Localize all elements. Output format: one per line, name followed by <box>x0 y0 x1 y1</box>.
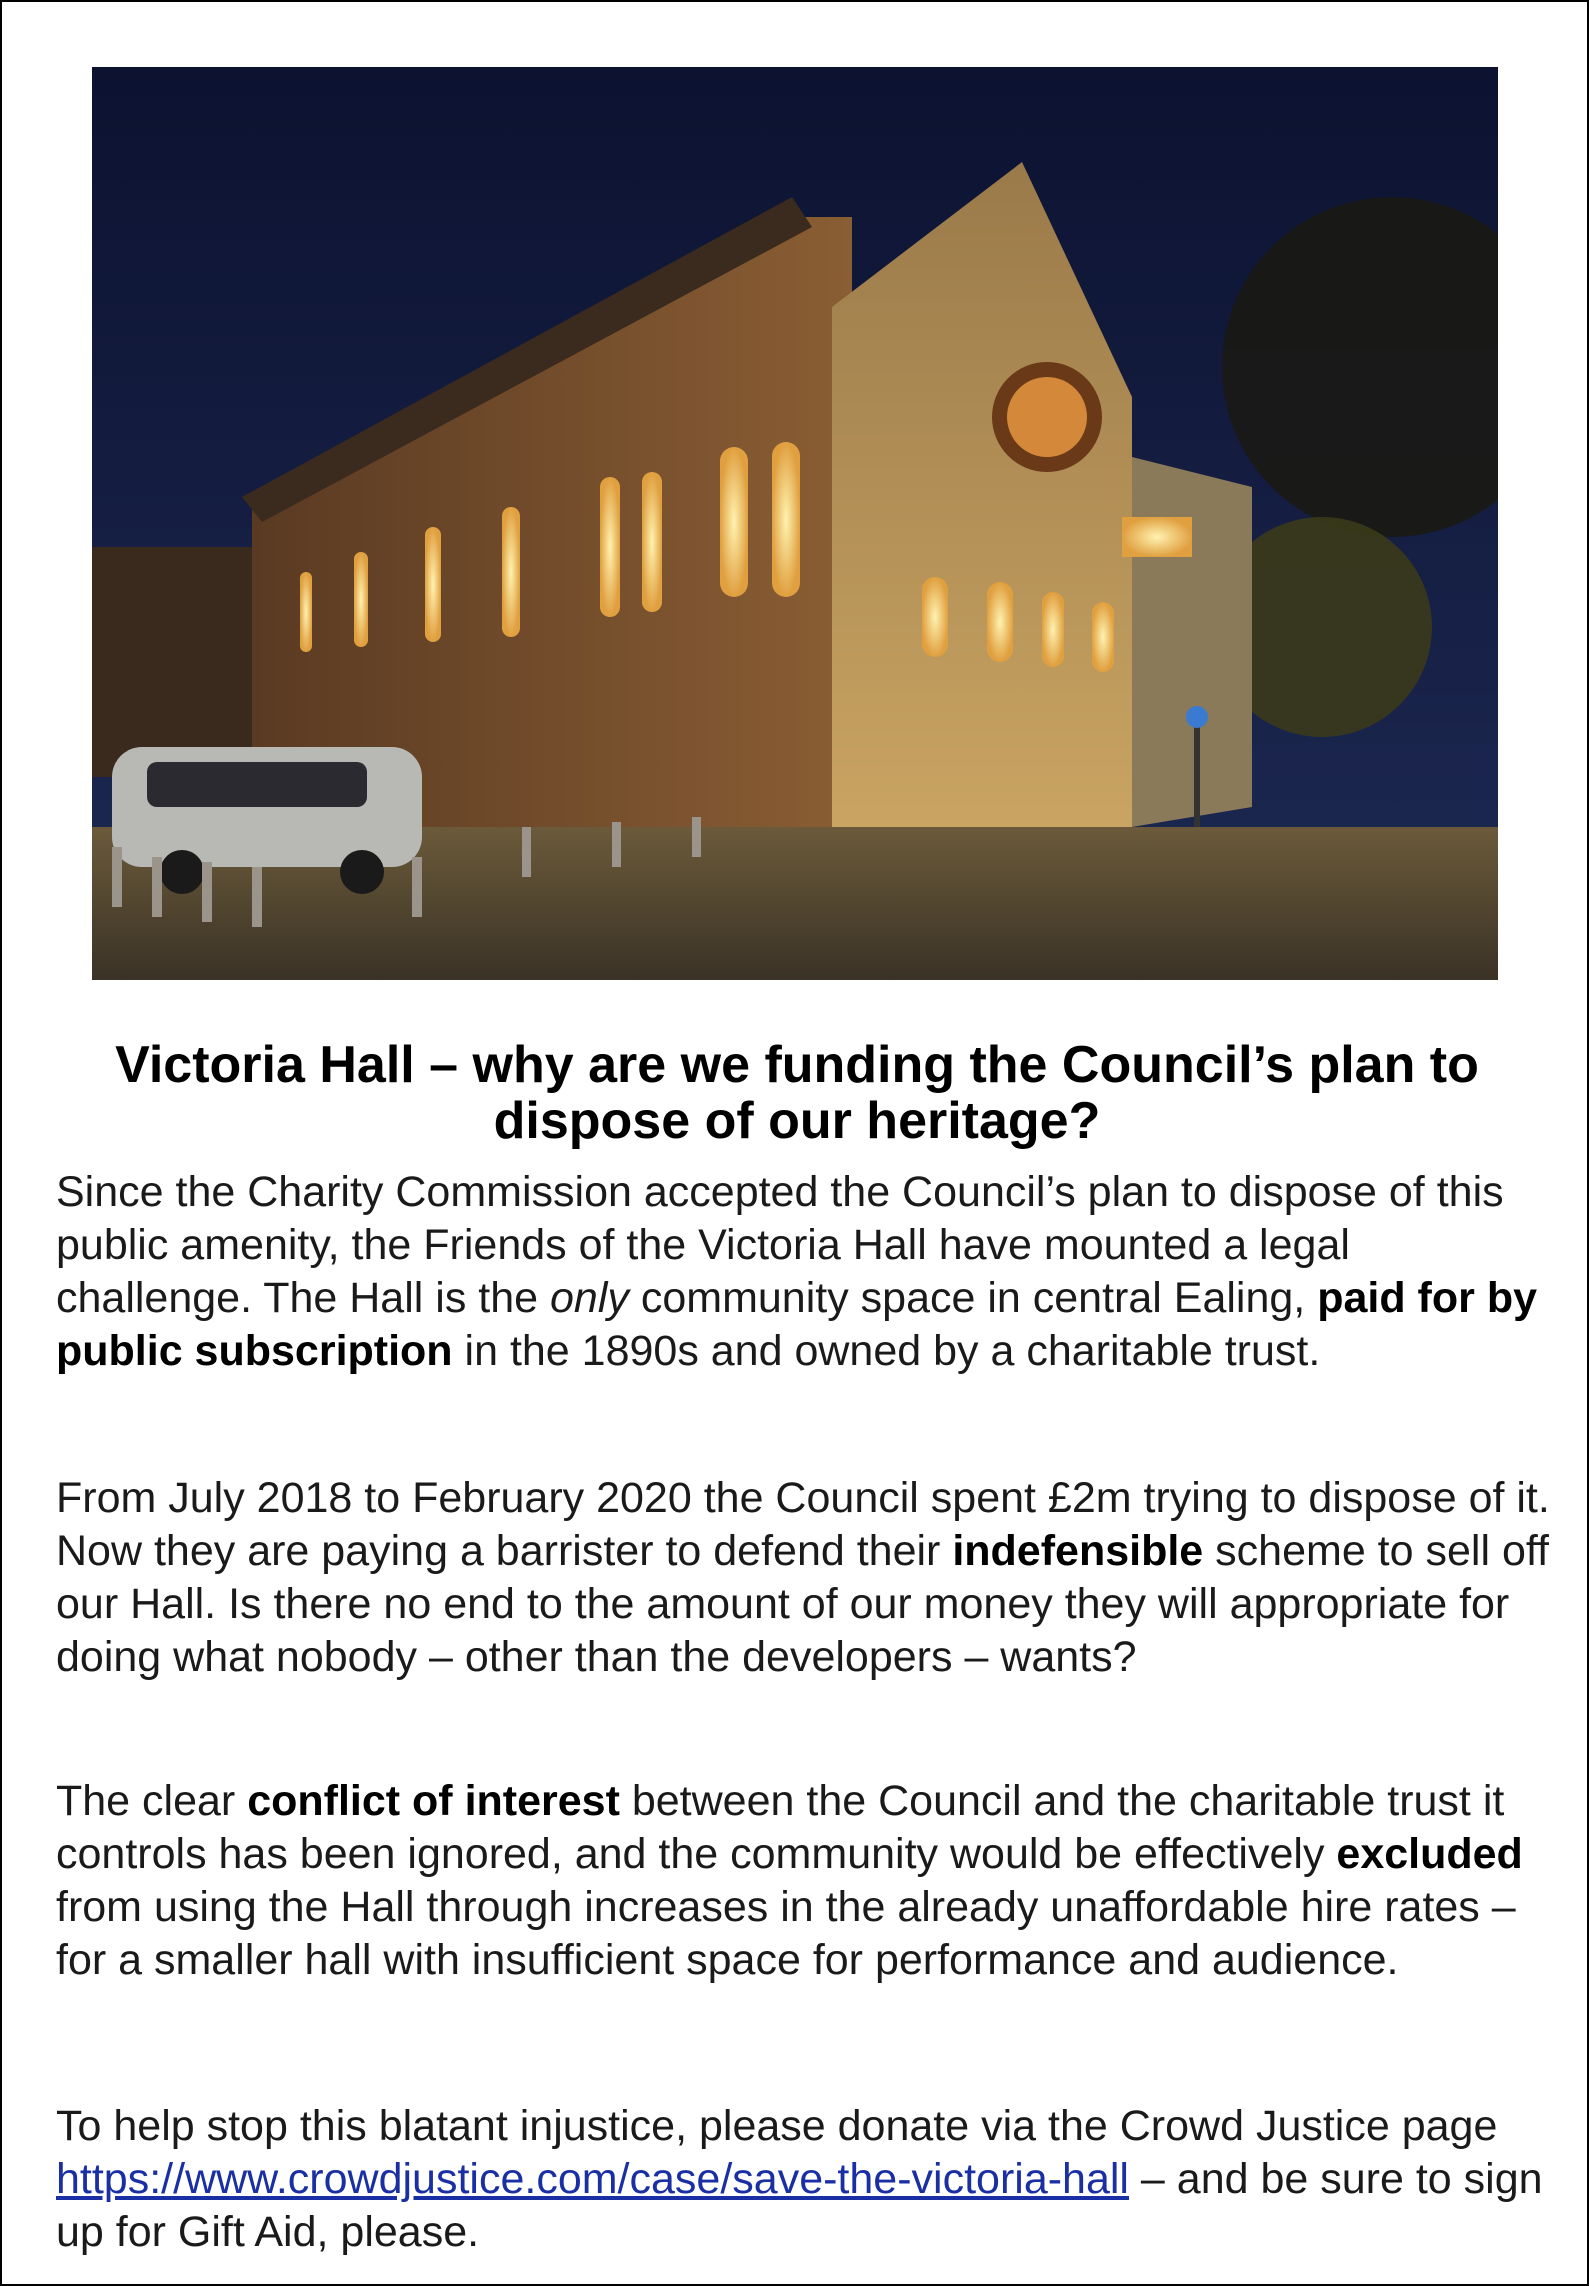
text-span: community space in central Ealing, <box>628 1274 1318 1322</box>
victoria-hall-photo <box>92 67 1498 980</box>
bold-excluded: excluded <box>1336 1830 1523 1878</box>
photo-illustration <box>92 67 1498 980</box>
page-title: Victoria Hall – why are we funding the Council’s plan to dispose of our heritage? <box>115 1036 1479 1150</box>
emphasis-only: only <box>550 1274 629 1322</box>
paragraph-conflict-of-interest <box>56 1775 1556 1987</box>
text-span: – and be sure to sign up for Gift Aid, please. <box>56 2155 1543 2256</box>
paragraph-donate <box>56 2100 1556 2259</box>
text-span: scheme to sell off our Hall. Is there no end to the amount of our money they will appropriate for doing what nobody – other than the developers – wants? <box>56 1527 1549 1681</box>
text-span: The clear <box>56 1777 248 1825</box>
paragraph-legal-challenge <box>56 1166 1556 1378</box>
text-span: From July 2018 to February 2020 the Council spent £2m trying to dispose of it. Now they are paying a barrister to defend their <box>56 1474 1550 1575</box>
bold-conflict-of-interest: conflict of interest <box>247 1777 620 1825</box>
bold-public-subscription: paid for by public subscription <box>56 1274 1538 1375</box>
crowdjustice-link[interactable]: https://www.crowdjustice.com/case/save-the-victoria-hall <box>56 2155 1129 2203</box>
text-span: in the 1890s and owned by a charitable trust. <box>452 1327 1321 1375</box>
bold-indefensible: indefensible <box>952 1527 1204 1575</box>
text-span: To help stop this blatant injustice, please donate via the Crowd Justice page <box>56 2102 1498 2150</box>
text-span: from using the Hall through increases in the already unaffordable hire rates – for a smaller hall with insufficient space for performance and audience. <box>56 1883 1516 1984</box>
paragraph-council-spending <box>56 1472 1556 1684</box>
text-span: between the Council and the charitable trust it controls has been ignored, and the community would be effectively <box>56 1777 1505 1878</box>
text-span: Since the Charity Commission accepted the Council’s plan to dispose of this public amenity, the Friends of the Victoria Hall have mounted a legal challenge. The Hall is the <box>56 1168 1504 1322</box>
